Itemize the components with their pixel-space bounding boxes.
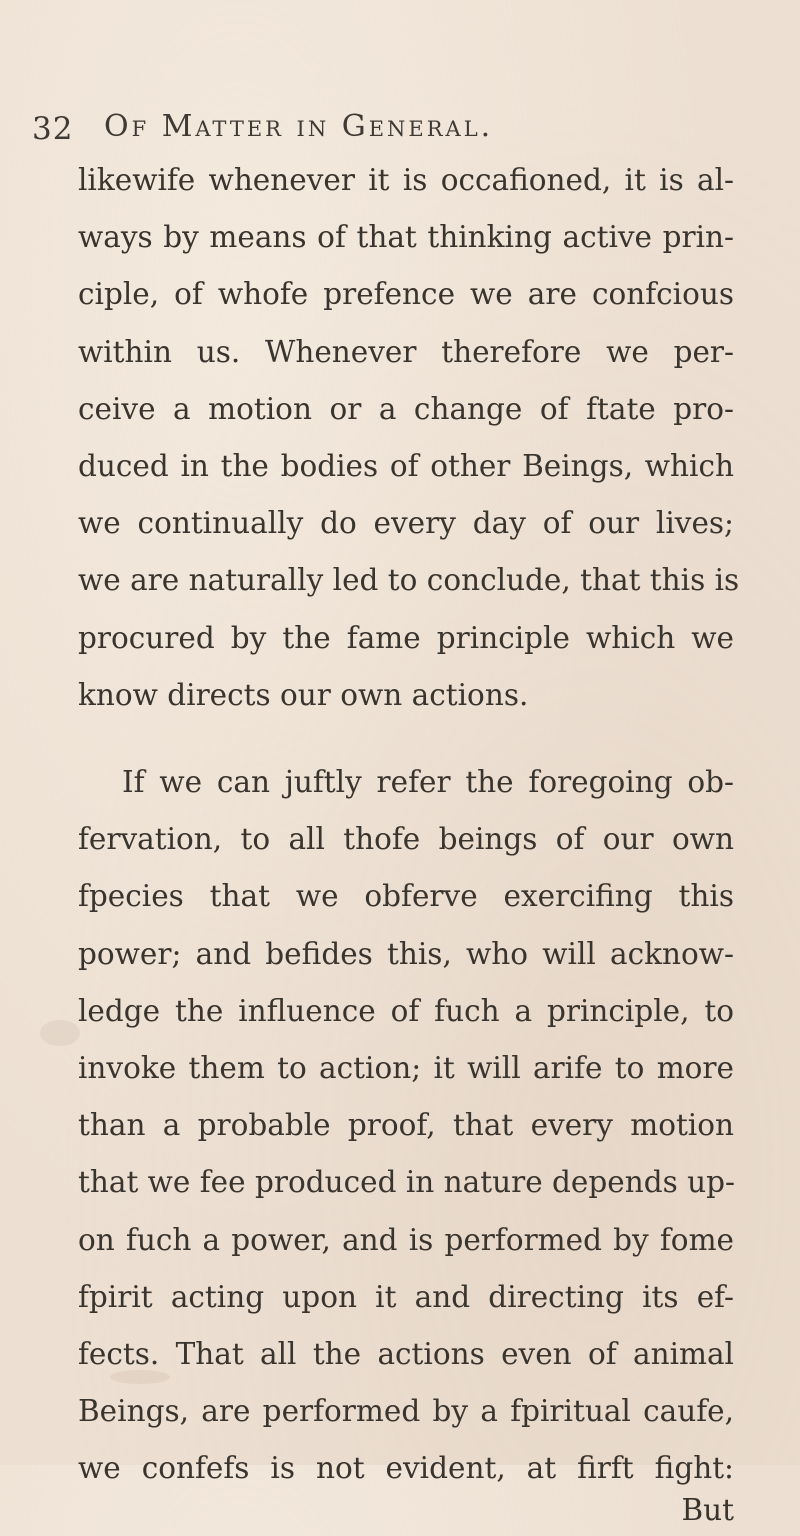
catchword: But <box>681 1493 734 1527</box>
text-line: fpirit acting upon it and directing its ef- <box>78 1280 734 1314</box>
text-line: we are naturally led to conclude, that this is <box>78 563 740 597</box>
text-line: we confefs is not evident, at firft fight: <box>78 1451 734 1485</box>
text-line: fervation, to all thofe beings of our own <box>78 822 734 856</box>
page-number: 32 <box>32 111 74 147</box>
text-line: If we can juftly refer the foregoing ob- <box>122 765 734 799</box>
text-line: likewife whenever it is occafioned, it is al- <box>78 163 734 197</box>
text-line: fects. That all the actions even of animal <box>78 1337 734 1371</box>
text-line: invoke them to action; it will arife to more <box>78 1051 734 1085</box>
text-line: on fuch a power, and is performed by fome <box>78 1223 734 1257</box>
text-line: ceive a motion or a change of ftate pro- <box>78 392 734 426</box>
text-line: that we fee produced in nature depends up- <box>78 1165 735 1199</box>
text-line: procured by the fame principle which we <box>78 621 734 655</box>
page-header <box>32 103 732 153</box>
text-line: we continually do every day of our lives; <box>78 506 734 540</box>
text-line: duced in the bodies of other Beings, which <box>78 449 734 483</box>
text-line: ciple, of whofe prefence we are confcious <box>78 277 734 311</box>
text-line: fpecies that we obferve exercifing this <box>78 879 734 913</box>
text-line: than a probable proof, that every motion <box>78 1108 734 1142</box>
text-line: know directs our own actions. <box>78 678 529 712</box>
text-line: ledge the influence of fuch a principle, to <box>78 994 734 1028</box>
text-line: within us. Whenever therefore we per- <box>78 335 734 369</box>
running-head: Of Matter in General. <box>104 109 494 144</box>
text-line: power; and befides this, who will acknow- <box>78 937 734 971</box>
text-line: ways by means of that thinking active prin- <box>78 220 734 254</box>
text-line: Beings, are performed by a fpiritual caufe, <box>78 1394 734 1428</box>
paper-stain <box>40 1020 80 1046</box>
